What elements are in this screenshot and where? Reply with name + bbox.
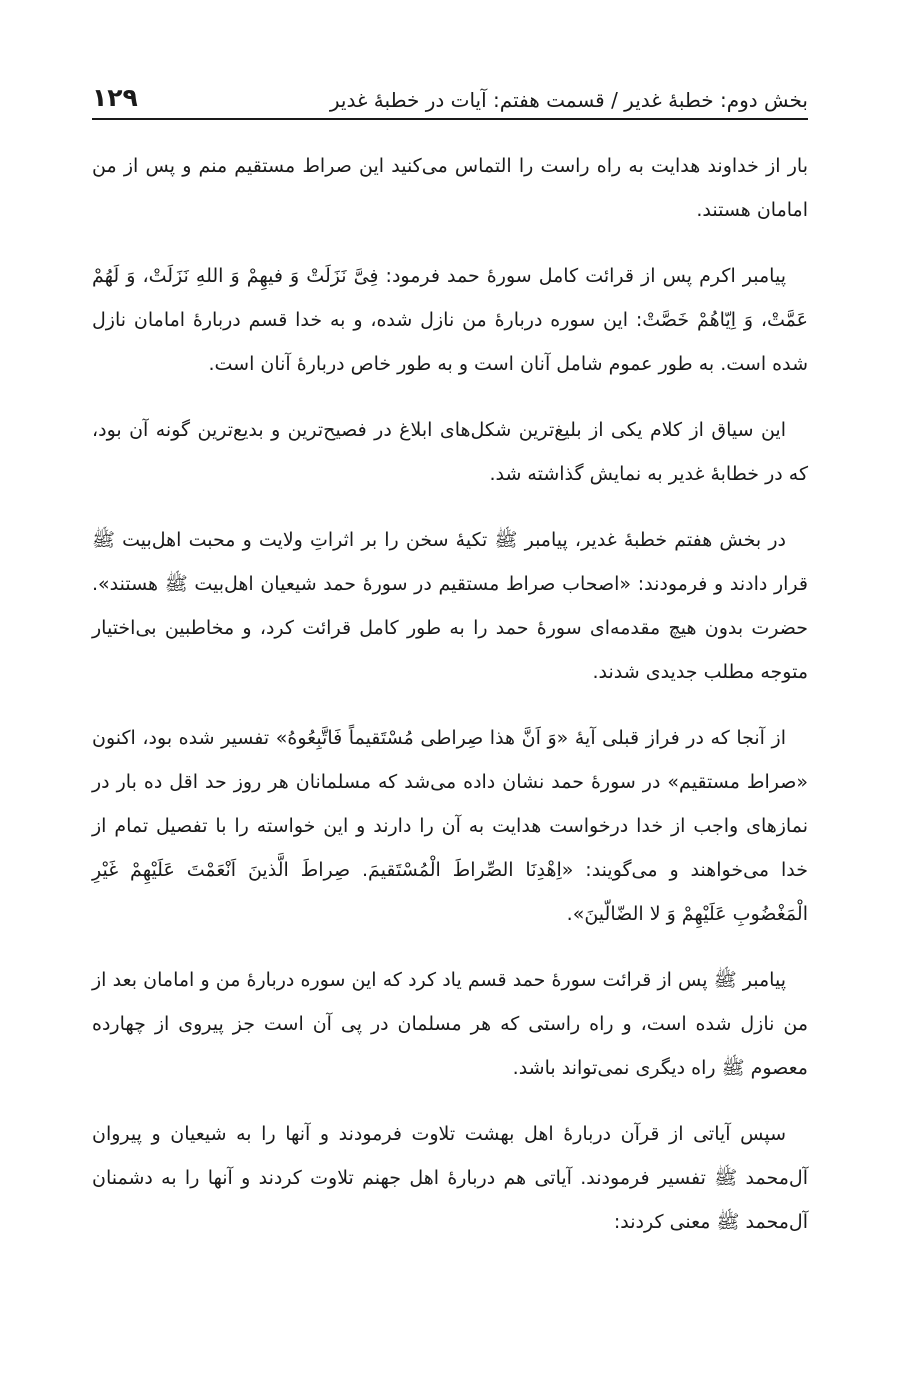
body-text — [92, 144, 808, 1266]
paragraph-2: پیامبر اکرم پس از قرائت کامل سورهٔ حمد فرمود: فِیَّ نَزَلَتْ وَ فیهِمْ وَ اللهِ نَزَلَتْ، وَ لَهُمْ عَمَّتْ، وَ اِیّاهُمْ خَصَّتْ: این سوره دربارهٔ من نازل شده، و به خدا قسم دربارهٔ امامان نازل شده است. به طور عموم شامل آنان است و به طور خاص دربارهٔ آنان است. — [92, 265, 808, 375]
paragraph-7: سپس آیاتی از قرآن دربارهٔ اهل بهشت تلاوت فرمودند و آنها را به شیعیان و پیروان آل‌محمد ﷺ تفسیر فرمودند. آیاتی هم دربارهٔ اهل جهنم تلاوت کردند و آنها را به دشمنان آل‌محمد ﷺ معنی کردند: — [92, 1123, 808, 1233]
paragraph-1: بار از خداوند هدایت به راه راست را التماس می‌کنید این صراط مستقیم منم و پس از من امامان هستند. — [92, 155, 808, 221]
paragraph-5: از آنجا که در فراز قبلی آیهٔ «وَ اَنَّ هذا صِراطی مُسْتَقیماً فَاتَّبِعُوهُ» تفسیر شده بود، اکنون «صراط مستقیم» در سورهٔ حمد نشان داده می‌شد که مسلمانان هر روز حد اقل ده بار در نمازهای واجب از خدا درخواست هدایت به آن را دارند و این خواسته را با تفصیل تمام از خدا می‌خواهند و می‌گویند: «اِهْدِنَا الصِّراطَ الْمُسْتَقیمَ. صِراطَ الَّذینَ اَنْعَمْتَ عَلَیْهِمْ غَیْرِ الْمَغْضُوبِ عَلَیْهِمْ وَ لا الضّالّینَ». — [92, 727, 808, 925]
running-header — [92, 72, 808, 120]
paragraph-4: در بخش هفتم خطبهٔ غدیر، پیامبر ﷺ تکیهٔ سخن را بر اثراتِ ولایت و محبت اهل‌بیت ﷺ قرار دادند و فرمودند: «اصحاب صراط مستقیم در سورهٔ حمد شیعیان اهل‌بیت ﷺ هستند». حضرت بدون هیچ مقدمه‌ای سورهٔ حمد را به طور کامل قرائت کرد، و مخاطبین بی‌اختیار متوجه مطلب جدیدی شدند. — [92, 529, 808, 683]
paragraph-6: پیامبر ﷺ پس از قرائت سورهٔ حمد قسم یاد کرد که این سوره دربارهٔ من و امامان بعد از من نازل شده است، و راه راستی که هر مسلمان در پی آن است جز پیروی از چهارده معصوم ﷺ راه دیگری نمی‌تواند باشد. — [92, 969, 808, 1079]
paragraph-3: این سیاق از کلام یکی از بلیغ‌ترین شکل‌های ابلاغ در فصیح‌ترین و بدیع‌ترین گونه آن بود، که در خطابهٔ غدیر به نمایش گذاشته شد. — [92, 419, 808, 485]
page-number: ۱۲۹ — [92, 83, 138, 112]
header-title: بخش دوم: خطبهٔ غدیر / قسمت هفتم: آیات در خطبهٔ غدیر — [329, 88, 808, 112]
